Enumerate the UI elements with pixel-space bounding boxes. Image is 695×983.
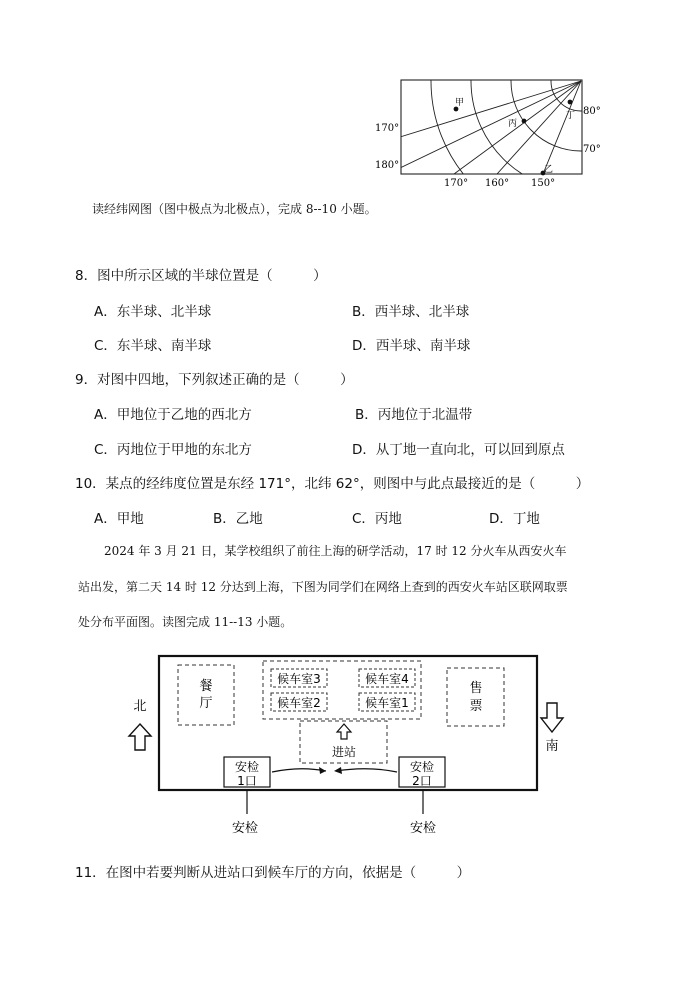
lat-lon-grid-figure (364, 72, 614, 196)
q9-option-a[interactable]: A．甲地位于乙地的西北方 (94, 407, 252, 423)
entrance-up-arrow-icon (337, 724, 351, 739)
lon-label-bottom: 170° (444, 178, 469, 189)
q9-option-d[interactable]: D．从丁地一直向北，可以回到原点 (352, 442, 565, 458)
station-plan-figure (120, 648, 580, 840)
gate-1-label-bottom: 1口 (237, 774, 257, 788)
north-arrow-icon (129, 724, 151, 750)
ticket-label-2: 票 (469, 699, 483, 714)
intro-station-line-3: 处分布平面图。读图完成 11--13 小题。 (78, 615, 293, 629)
gate-2-label-bottom: 2口 (412, 774, 432, 788)
lat-label-right: 80° (583, 106, 601, 117)
restaurant-label-1: 餐 (199, 679, 213, 694)
entrance-label: 进站 (331, 745, 357, 759)
restaurant-label-2: 厅 (199, 696, 213, 711)
q8-option-b[interactable]: B．西半球、北半球 (352, 304, 470, 320)
ticket-label-1: 售 (469, 681, 483, 696)
north-label: 北 (133, 699, 147, 714)
waiting-room-1-label: 候车室1 (365, 696, 409, 710)
point-label-ding: 丁 (566, 111, 576, 121)
intro-station-line-2: 站出发，第二天 14 时 12 分达到上海，下图为同学们在网络上查到的西安火车站区联网取票 (78, 580, 568, 594)
intro-grid-instruction: 读经纬网图（图中极点为北极点），完成 8--10 小题。 (92, 202, 377, 216)
q9-option-c[interactable]: C．丙地位于甲地的东北方 (94, 442, 252, 458)
waiting-room-3-label: 候车室3 (277, 672, 321, 686)
lat-label-right: 70° (583, 144, 601, 155)
security-label-right: 安检 (409, 821, 437, 836)
q8-option-a[interactable]: A．东半球、北半球 (94, 304, 212, 320)
q10-option-a[interactable]: A．甲地 (94, 511, 144, 527)
intro-station-line-1: 2024 年 3 月 21 日，某学校组织了前往上海的研学活动，17 时 12 分火车从西安火车 (104, 544, 567, 558)
lon-label-bottom: 160° (485, 178, 510, 189)
arrowhead-icon (319, 767, 326, 774)
gate-2-label-top: 安检 (409, 760, 435, 774)
question-9-stem: 9．对图中四地，下列叙述正确的是（ ） (75, 372, 354, 388)
point-label-jia: 甲 (455, 98, 465, 108)
q10-option-c[interactable]: C．丙地 (352, 511, 402, 527)
q9-option-b[interactable]: B．丙地位于北温带 (355, 407, 473, 423)
meridian-line (400, 81, 581, 137)
security-label-left: 安检 (231, 821, 259, 836)
question-8-stem: 8．图中所示区域的半球位置是（ ） (75, 268, 327, 284)
point-bing (522, 119, 527, 124)
point-ding (568, 100, 573, 105)
arrowhead-icon (334, 767, 342, 774)
question-10-stem: 10．某点的经纬度位置是东经 171°，北纬 62°，则图中与此点最接近的是（ ） (75, 476, 590, 492)
lon-label-left: 180° (375, 160, 400, 171)
q8-option-d[interactable]: D．西半球、南半球 (352, 338, 471, 354)
waiting-hall-box (263, 661, 421, 719)
path-gate1-to-entrance (272, 769, 326, 772)
waiting-room-2-label: 候车室2 (277, 696, 321, 710)
lon-label-left: 170° (375, 123, 400, 134)
q10-option-b[interactable]: B．乙地 (213, 511, 263, 527)
question-11-stem: 11．在图中若要判断从进站口到候车厅的方向，依据是（ ） (75, 865, 471, 881)
gate-1-label-top: 安检 (234, 760, 260, 774)
south-arrow-icon (541, 703, 563, 732)
point-label-bing: 丙 (508, 119, 518, 129)
south-label: 南 (545, 739, 559, 754)
grid-frame (401, 80, 582, 174)
point-label-yi: 乙 (544, 165, 554, 175)
q10-option-d[interactable]: D．丁地 (489, 511, 540, 527)
path-gate2-to-entrance (336, 769, 397, 772)
q8-option-c[interactable]: C．东半球、南半球 (94, 338, 212, 354)
restaurant-box (178, 665, 234, 725)
ticket-box (447, 668, 504, 726)
lon-label-bottom: 150° (531, 178, 556, 189)
waiting-room-4-label: 候车室4 (365, 672, 409, 686)
